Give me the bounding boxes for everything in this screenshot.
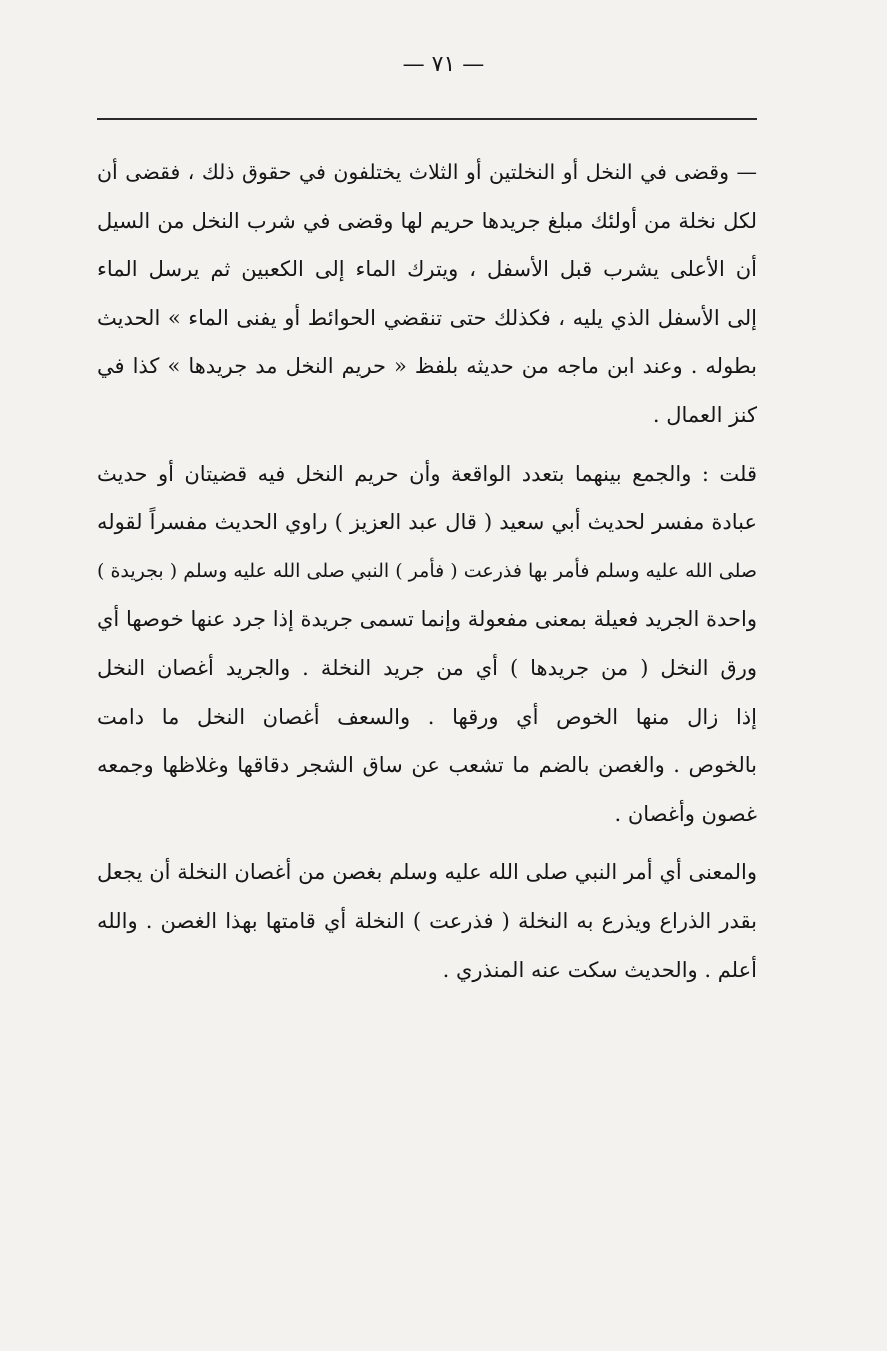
text-line: — وقضى في النخل أو النخلتين أو الثلاث يختلفون في حقوق ذلك ، فقضى أن (97, 160, 757, 184)
text-line: إذا زال منها الخوص أي ورقها . والسعف أغصان النخل ما دامت (97, 704, 757, 729)
text-line: أن الأعلى يشرب قبل الأسفل ، ويترك الماء إلى الكعبين ثم يرسل الماء (97, 257, 757, 282)
text-line: كنز العمال . (652, 402, 757, 427)
text-line: غصون وأغصان . (614, 801, 757, 826)
text-line: بالخوص . والغصن بالضم ما تشعب عن ساق الشجر دقاقها وغلاظها وجمعه (97, 753, 757, 778)
text-line: ورق النخل ( من جريدها ) أي من جريد النخلة . والجريد أغصان النخل (97, 655, 757, 680)
paragraph (97, 848, 757, 994)
text-line: عبادة مفسر لحديث أبي سعيد ( قال عبد العزيز ) راوي الحديث مفسراً لقوله (97, 510, 757, 535)
page-number: — ٧١ — (402, 52, 485, 77)
paragraph (97, 450, 757, 839)
text-line: لكل نخلة من أولئك مبلغ جريدها حريم لها وقضى في شرب النخل من السيل (97, 208, 757, 233)
header-rule (97, 118, 757, 120)
paragraph (97, 148, 757, 440)
text-line: قلت : والجمع بينهما بتعدد الواقعة وأن حريم النخل فيه قضيتان أو حديث (97, 461, 757, 486)
text-line: واحدة الجريد فعيلة بمعنى مفعولة وإنما تسمى جريدة إذا جرد عنها خوصها أي (97, 607, 757, 632)
body-text (97, 148, 757, 994)
text-line: والمعنى أي أمر النبي صلى الله عليه وسلم بغصن من أغصان النخلة أن يجعل (97, 860, 757, 885)
text-line: إلى الأسفل الذي يليه ، فكذلك حتى تنقضي الحوائط أو يفنى الماء » الحديث (97, 305, 757, 330)
text-line: أعلم . والحديث سكت عنه المنذري . (442, 957, 757, 982)
text-line: صلى الله عليه وسلم فأمر بها فذرعت ( فأمر ) النبي صلى الله عليه وسلم ( بجريدة ) (97, 559, 757, 582)
text-line: بقدر الذراع ويذرع به النخلة ( فذرعت ) النخلة أي قامتها بهذا الغصن . والله (97, 908, 757, 933)
text-line: بطوله . وعند ابن ماجه من حديثه بلفظ « حريم النخل مد جريدها » كذا في (97, 354, 757, 379)
